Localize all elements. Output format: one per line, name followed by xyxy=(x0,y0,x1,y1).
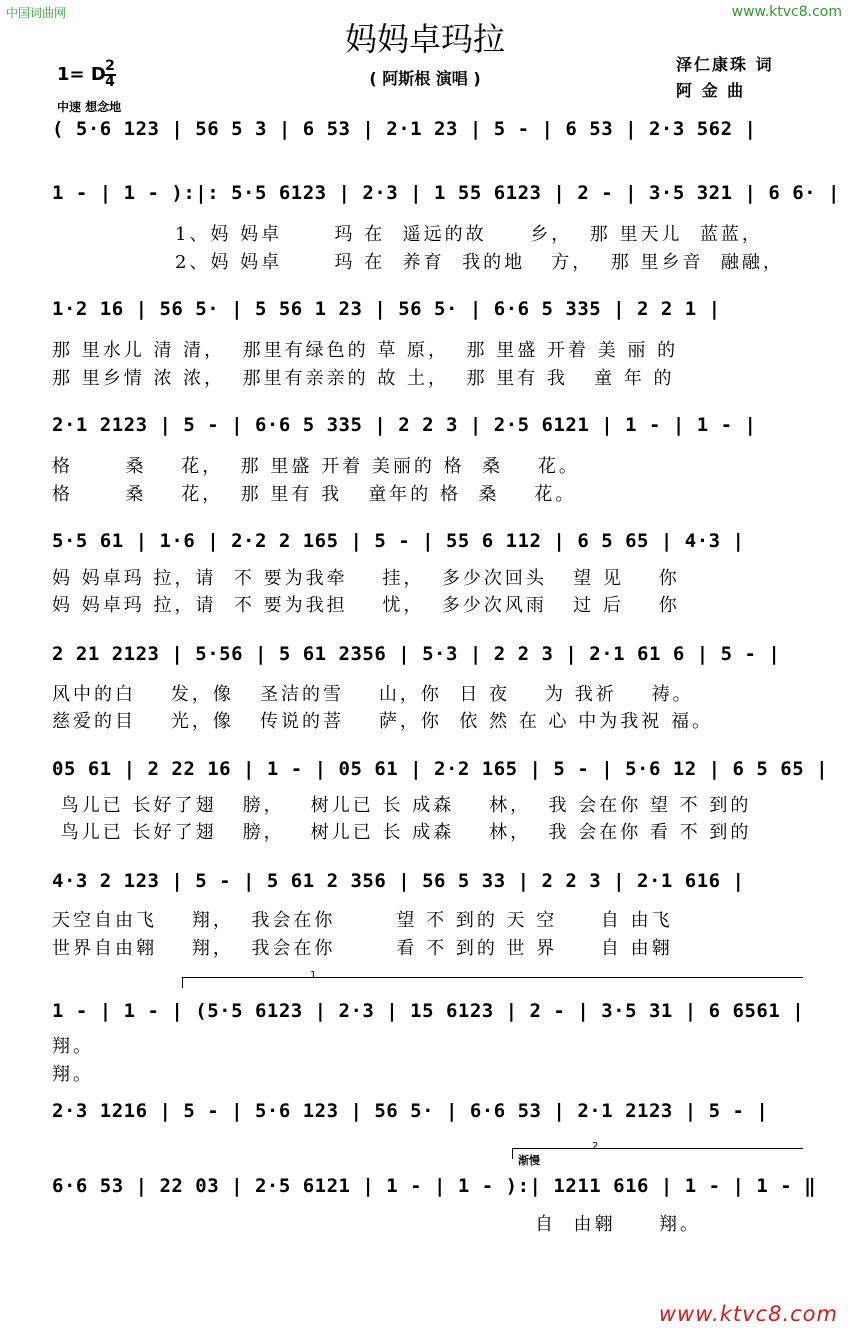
time-signature: 2 4 xyxy=(105,58,115,90)
lyric-line-9-verse-2: 翔。 xyxy=(52,1064,94,1085)
lyric-line-5-verse-1: 妈 妈卓玛 拉，请 不 要为我牵 挂， 多少次回头 望 见 你 xyxy=(52,568,680,589)
lyric-line-6-verse-1: 风中的白 发，像 圣洁的雪 山，你 日 夜 为 我祈 祷。 xyxy=(52,684,694,705)
lyric-line-3-verse-1: 那 里水儿 清 清， 那里有绿色的 草 原， 那 里盛 开着 美 丽 的 xyxy=(52,340,679,361)
lyric-line-8-verse-2: 世界自由翱 翔， 我会在你 看 不 到的 世 界 自 由翱 xyxy=(52,938,673,959)
score-line-4: 2·1 2123 | 5 - | 6·6 5 335 | 2 2 3 | 2·5 6121 | 1 - | 1 - | xyxy=(52,414,757,436)
score-line-3: 1·2 16 | 56 5· | 5 56 1 23 | 56 5· | 6·6 5 335 | 2 2 1 | xyxy=(52,298,721,320)
score-line-6: 2 21 2123 | 5·56 | 5 61 2356 | 5·3 | 2 2 3 | 2·1 61 6 | 5 - | xyxy=(52,643,781,665)
tempo-marking: 中速 想念地 xyxy=(57,100,122,114)
watermark-top-right: www.ktvc8.com xyxy=(731,4,842,20)
volta-number-1: 1 xyxy=(310,970,317,981)
watermark-bottom-right: www.ktvc8.com xyxy=(658,1302,838,1326)
score-line-1: ( 5·6 123 | 56 5 3 | 6 53 | 2·1 23 | 5 - | 6 53 | 2·3 562 | xyxy=(52,118,757,140)
volta-number-2: 2 xyxy=(592,1141,599,1152)
lyric-line-11: 自 由翱 翔。 xyxy=(535,1214,702,1235)
key-signature: 1= D xyxy=(57,64,106,85)
lyric-line-2-verse-1: 1、妈 妈卓 玛 在 遥远的故 乡， 那 里天儿 蓝蓝， xyxy=(175,224,763,245)
score-line-9: 1 - | 1 - | (5·5 6123 | 2·3 | 15 6123 | 2 - | 3·5 31 | 6 6561 | xyxy=(52,1000,805,1022)
lyric-line-4-verse-2: 格 桑 花， 那 里有 我 童年的 格 桑 花。 xyxy=(52,484,577,505)
score-line-7: 05 61 | 2 22 16 | 1 - | 05 61 | 2·2 165 | 5 - | 5·6 12 | 6 5 65 | xyxy=(52,758,829,780)
score-line-8: 4·3 2 123 | 5 - | 5 61 2 356 | 56 5 33 | 2 2 3 | 2·1 616 | xyxy=(52,870,745,892)
lyric-line-6-verse-2: 慈爱的目 光，像 传说的菩 萨，你 依 然 在 心 中为我祝 福。 xyxy=(52,711,713,732)
tempo-change-marking: 渐慢 xyxy=(518,1154,540,1167)
composer-credit: 阿 金 曲 xyxy=(676,81,746,100)
lyric-line-7-verse-1: 鸟儿已 长好了翅 膀， 树儿已 长 成森 林， 我 会在你 望 不 到的 xyxy=(52,795,752,816)
singer-credit: ( 阿斯根 演唱 ) xyxy=(369,69,481,88)
volta-bracket-1 xyxy=(182,977,803,988)
lyric-line-8-verse-1: 天空自由飞 翔， 我会在你 望 不 到的 天 空 自 由飞 xyxy=(52,910,673,931)
lyric-line-4-verse-1: 格 桑 花， 那 里盛 开着 美丽的 格 桑 花。 xyxy=(52,456,580,477)
score-line-5: 5·5 61 | 1·6 | 2·2 2 165 | 5 - | 55 6 112 | 6 5 65 | 4·3 | xyxy=(52,530,745,552)
lyric-line-2-verse-2: 2、妈 妈卓 玛 在 养育 我的地 方， 那 里乡音 融融， xyxy=(175,252,784,273)
song-title: 妈妈卓玛拉 xyxy=(344,20,505,58)
lyric-line-7-verse-2: 鸟儿已 长好了翅 膀， 树儿已 长 成森 林， 我 会在你 看 不 到的 xyxy=(52,822,752,843)
score-line-10: 2·3 1216 | 5 - | 5·6 123 | 56 5· | 6·6 53 | 2·1 2123 | 5 - | xyxy=(52,1100,769,1122)
lyric-line-9-verse-1: 翔。 xyxy=(52,1036,94,1057)
score-line-11: 6·6 53 | 22 03 | 2·5 6121 | 1 - | 1 - ):| 1211 616 | 1 - | 1 - ‖ xyxy=(52,1175,817,1197)
lyric-line-3-verse-2: 那 里乡情 浓 浓， 那里有亲亲的 故 土， 那 里有 我 童 年 的 xyxy=(52,368,675,389)
watermark-top-left: 中国词曲网 xyxy=(6,6,67,20)
lyric-line-5-verse-2: 妈 妈卓玛 拉，请 不 要为我担 忧， 多少次风雨 过 后 你 xyxy=(52,595,680,616)
volta-bracket-2 xyxy=(512,1148,803,1159)
score-line-2: 1 - | 1 - ):|: 5·5 6123 | 2·3 | 1 55 6123 | 2 - | 3·5 321 | 6 6· | xyxy=(52,182,840,204)
lyricist-credit: 泽仁康珠 词 xyxy=(676,55,774,74)
